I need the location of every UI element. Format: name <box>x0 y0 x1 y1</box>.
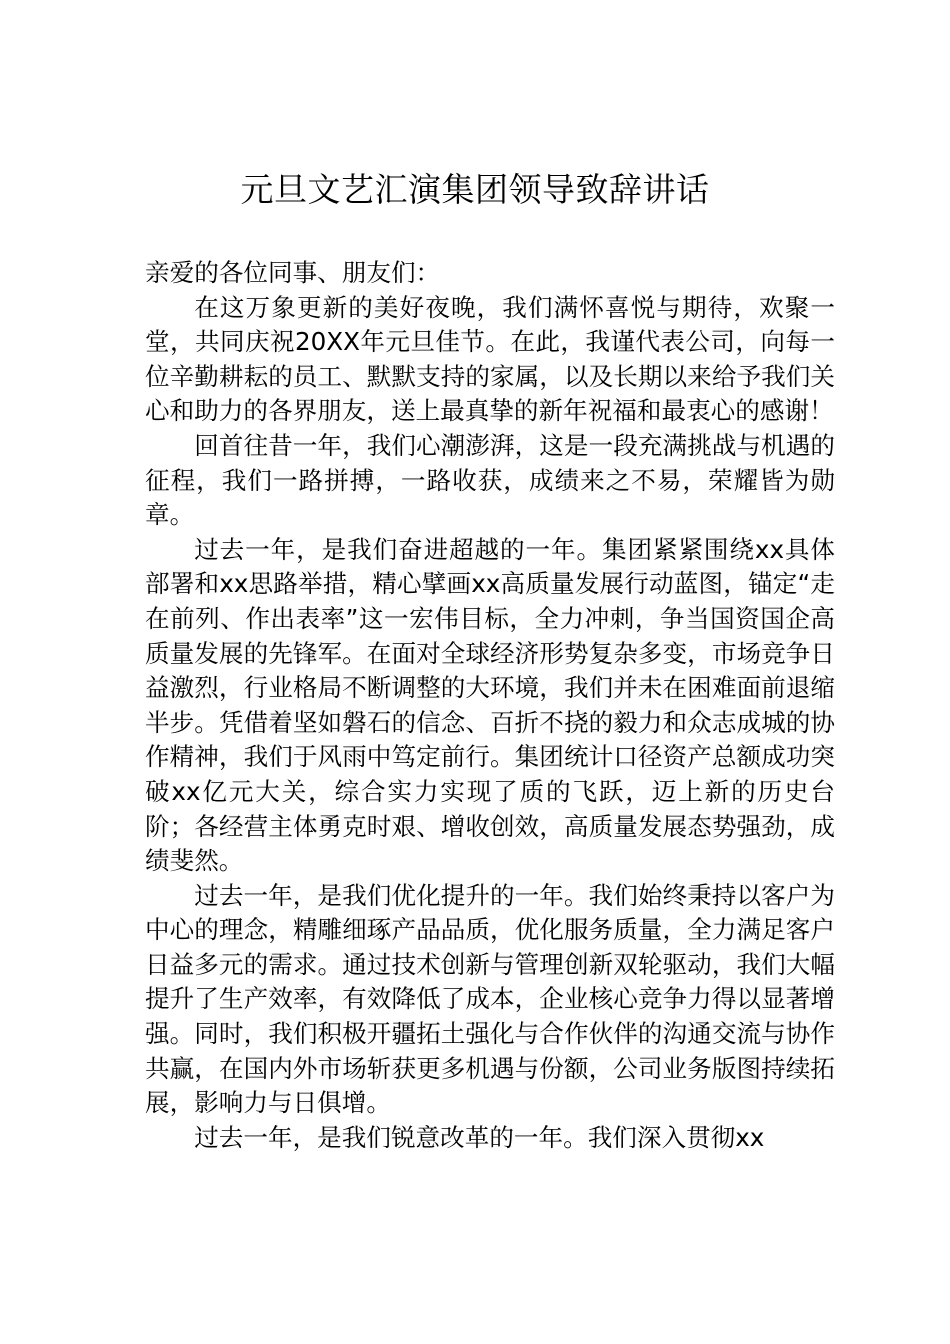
paragraph-optimization: 过去一年，是我们优化提升的一年。我们始终秉持以客户为中心的理念，精雕细琢产品品质，优化服务质量，全力满足客户日益多元的需求。通过技术创新与管理创新双轮驱动，我们大幅提升了生产效率，有效降低了成本，企业核心竞争力得以显著增强。同时，我们积极开疆拓土强化与合作伙伴的沟通交流与协作共赢，在国内外市场斩获更多机遇与份额，公司业务版图持续拓展，影响力与日俱增。 <box>145 880 835 1118</box>
paragraph-greeting: 在这万象更新的美好夜晚，我们满怀喜悦与期待，欢聚一堂，共同庆祝20XX年元旦佳节。在此，我谨代表公司，向每一位辛勤耕耘的员工、默默支持的家属，以及长期以来给予我们关心和助力的各界朋友，送上最真挚的新年祝福和最衷心的感谢！ <box>145 292 835 426</box>
salutation: 亲爱的各位同事、朋友们： <box>145 258 441 287</box>
paragraph-review: 回首往昔一年，我们心潮澎湃，这是一段充满挑战与机遇的征程，我们一路拼搏，一路收获，成绩来之不易，荣耀皆为勋章。 <box>145 430 835 530</box>
document-body <box>145 256 835 1155</box>
paragraph-progress: 过去一年，是我们奋进超越的一年。集团紧紧围绕xx具体部署和xx思路举措，精心擘画xx高质量发展行动蓝图，锚定“走在前列、作出表率”这一宏伟目标，全力冲刺，争当国资国企高质量发展的先锋军。在面对全球经济形势复杂多变，市场竞争日益激烈，行业格局不断调整的大环境，我们并未在困难面前退缩半步。凭借着坚如磐石的信念、百折不挠的毅力和众志成城的协作精神，我们于风雨中笃定前行。集团统计口径资产总额成功突破xx亿元大关，综合实力实现了质的飞跃，迈上新的历史台阶；各经营主体勇克时艰、增收创效，高质量发展态势强劲，成绩斐然。 <box>145 534 835 876</box>
paragraph-reform: 过去一年，是我们锐意改革的一年。我们深入贯彻xx <box>194 1122 765 1152</box>
document-title: 元旦文艺汇演集团领导致辞讲话 <box>240 170 710 209</box>
